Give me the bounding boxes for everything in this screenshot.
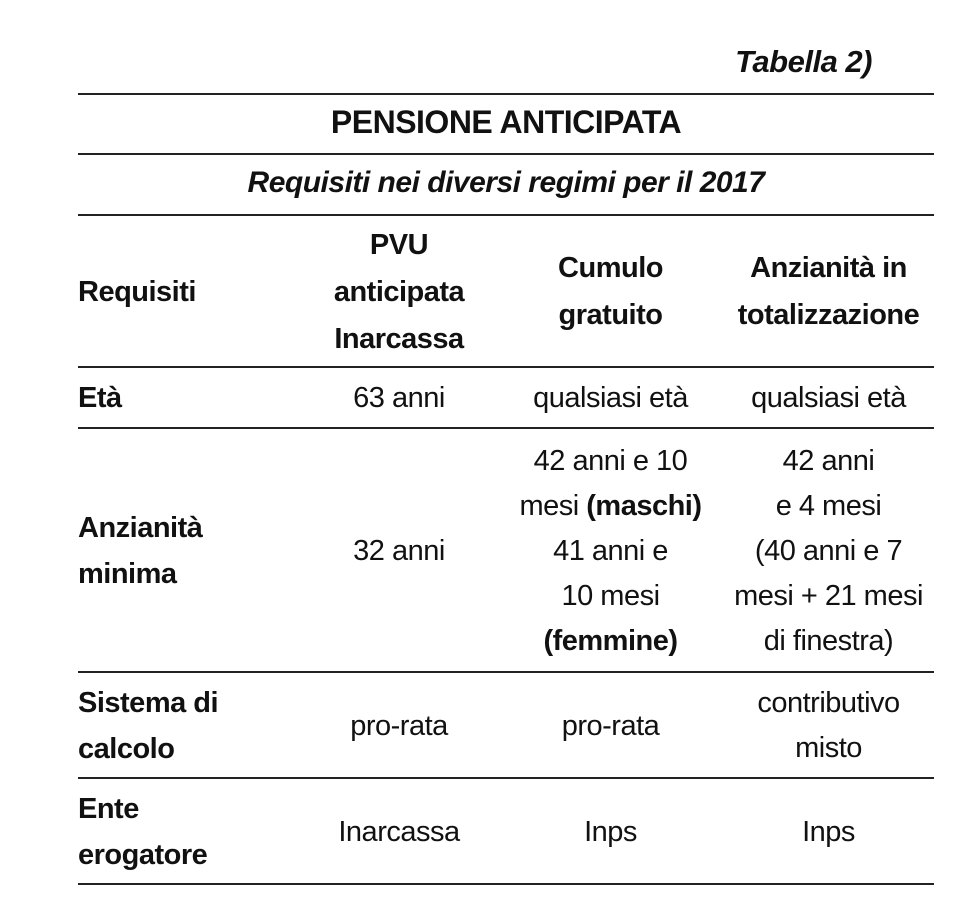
table-row-ente <box>78 784 934 880</box>
cell-ente-totalizzazione: Inps <box>802 815 855 848</box>
table-row-anzianita <box>78 437 934 665</box>
header-requisiti: Requisiti <box>78 275 196 308</box>
cell-ente-pvu: Inarcassa <box>338 815 460 848</box>
divider <box>78 93 934 95</box>
divider <box>78 427 934 429</box>
divider <box>78 214 934 216</box>
cell-sistema-cumulo: pro-rata <box>561 709 660 742</box>
row-label-eta: Età <box>78 382 122 414</box>
divider <box>78 153 934 155</box>
cell-anzianita-cumulo: 42 anni e 10 mesi (maschi) 41 anni e 10 mesi (femmine) <box>519 444 702 657</box>
table-title: PENSIONE ANTICIPATA <box>330 104 682 140</box>
divider <box>78 366 934 368</box>
header-pvu: PVU anticipata Inarcassa <box>333 228 465 355</box>
header-row <box>78 220 934 364</box>
cell-sistema-pvu: pro-rata <box>350 709 448 742</box>
table-row-sistema <box>78 676 934 776</box>
header-cumulo: Cumulo gratuito <box>558 252 663 331</box>
divider <box>78 671 934 673</box>
row-label-ente: Ente erogatore <box>78 793 208 871</box>
cell-eta-pvu: 63 anni <box>353 381 445 414</box>
cell-eta-cumulo: qualsiasi età <box>533 381 688 414</box>
cell-ente-cumulo: Inps <box>584 815 637 848</box>
table-row-eta <box>78 370 934 426</box>
cell-anzianita-pvu: 32 anni <box>353 534 445 567</box>
row-label-sistema: Sistema di calcolo <box>78 687 219 765</box>
row-label-anzianita: Anzianità minima <box>78 512 203 590</box>
table-label: Tabella 2) <box>735 44 872 79</box>
divider <box>78 777 934 779</box>
table-subtitle: Requisiti nei diversi regimi per il 2017 <box>247 166 765 199</box>
table-container <box>78 0 934 917</box>
cell-sistema-totalizzazione: contributivo misto <box>757 687 900 764</box>
divider <box>78 883 934 885</box>
header-totalizzazione: Anzianità in totalizzazione <box>737 252 920 331</box>
cell-anzianita-totalizzazione: 42 anni e 4 mesi (40 anni e 7 mesi + 21 mesi di finestra) <box>734 444 923 657</box>
cell-eta-totalizzazione: qualsiasi età <box>751 381 906 414</box>
